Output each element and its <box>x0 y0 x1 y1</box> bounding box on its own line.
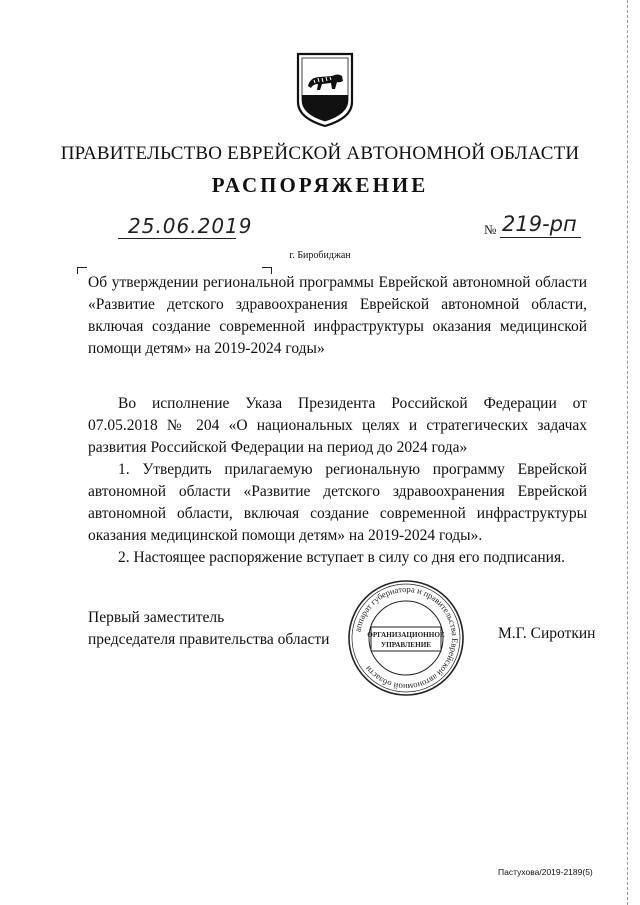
footer-reference: Пастухова/2019-2189(5) <box>498 867 593 877</box>
number-sign: № <box>484 222 497 237</box>
signatory-title-line-2: председателя правительства области <box>88 631 330 648</box>
subject-corner-mark-left <box>77 267 87 274</box>
document-body <box>88 393 587 569</box>
document-type-heading: РАСПОРЯЖЕНИЕ <box>211 173 429 197</box>
signatory-name: М.Г. Сироткин <box>498 625 596 642</box>
city-name: г. Биробиджан <box>289 250 351 261</box>
coat-of-arms-emblem <box>294 50 356 130</box>
body-item-2: 2. Настоящее распоряжение вступает в силу со дня его подписания. <box>118 549 565 566</box>
stamp-center-line-2: УПРАВЛЕНИЕ <box>380 641 432 649</box>
signatory-title <box>88 607 329 651</box>
official-stamp <box>346 577 466 699</box>
scan-edge-line <box>627 0 629 905</box>
document-number: 219-рп <box>500 212 581 238</box>
signatory-title-line-1: Первый заместитель <box>88 609 225 626</box>
body-intro: Во исполнение Указа Президента Российской Федерации от 07.05.2018 № 204 «О национальных целях и стратегических задачах развития Российской Федерации на период до 2024 года» <box>88 395 587 456</box>
stamp-center-line-1: ОРГАНИЗАЦИОННОЕ <box>367 631 445 639</box>
document-date: 25.06.2019 <box>128 214 253 238</box>
stamp-ring-text: аппарат губернатора и правительства Еврейской автономной области <box>352 583 461 693</box>
government-title: ПРАВИТЕЛЬСТВО ЕВРЕЙСКОЙ АВТОНОМНОЙ ОБЛАСТИ <box>60 143 580 164</box>
body-item-1: 1. Утвердить прилагаемую региональную программу Еврейской автономной области «Развитие детского здравоохранения Еврейской автономной области, включая создание современной инфраструктуры оказания медицинской помощи детям» на 2019-2024 годы». <box>88 461 587 544</box>
document-subject: Об утверждении региональной программы Еврейской автономной области «Развитие детского здравоохранения Еврейской автономной области, включая создание современной инфраструктуры оказания медицинской помощи детям» на 2019-2024 годы» <box>88 274 587 357</box>
